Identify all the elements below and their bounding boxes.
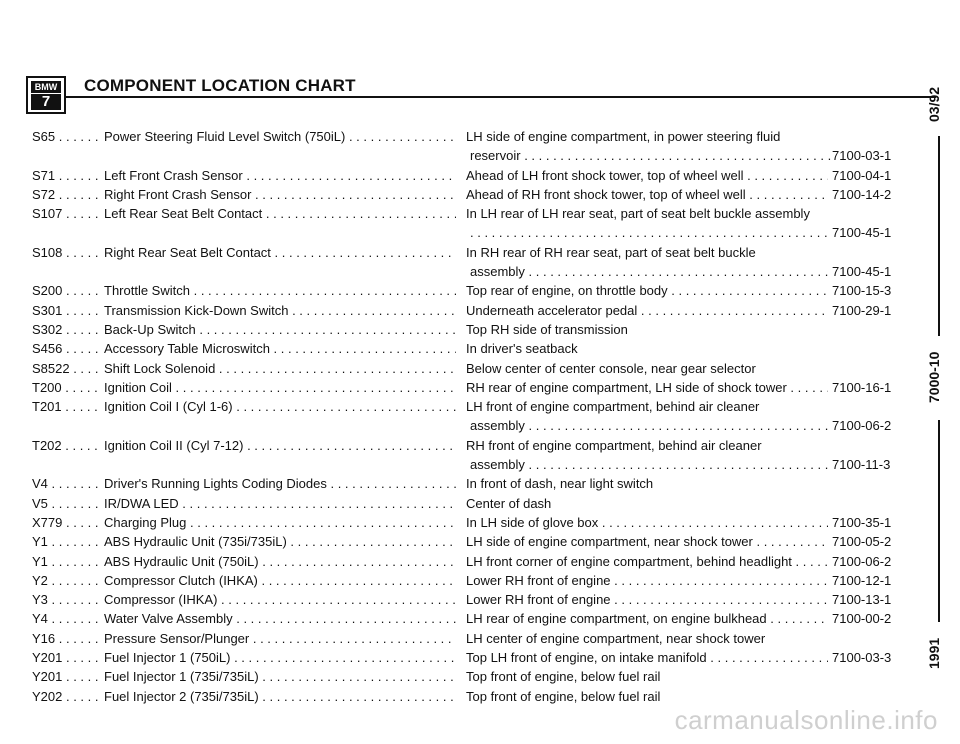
component-location: RH rear of engine compartment, LH side of shock tower . . . xyxy=(466,378,828,397)
page-title: COMPONENT LOCATION CHART xyxy=(84,76,356,95)
component-code: S108 . . . xyxy=(32,243,100,262)
table-row xyxy=(32,185,912,204)
component-location: LH front of engine compartment, behind air cleaner xyxy=(466,399,760,415)
component-code: T200 . . . xyxy=(32,378,100,397)
table-row xyxy=(32,243,912,262)
component-location: Underneath accelerator pedal . . . xyxy=(466,301,828,320)
reference-number: 7100-12-1 xyxy=(832,572,892,588)
table-row xyxy=(32,127,912,146)
component-location: In RH rear of RH rear seat, part of seat belt buckle xyxy=(466,244,756,260)
component-name: Accessory Table Microswitch . . . xyxy=(104,339,456,358)
component-code: Y201 . . . xyxy=(32,667,100,686)
component-name: Driver's Running Lights Coding Diodes . . . xyxy=(104,474,456,493)
component-location: RH front of engine compartment, behind air cleaner xyxy=(466,437,762,453)
reference-number: 7100-16-1 xyxy=(832,379,892,395)
component-name: Transmission Kick-Down Switch . . . xyxy=(104,301,456,320)
table-row xyxy=(32,378,912,397)
side-section: 7000-10 xyxy=(926,351,942,403)
component-code: S72 . . . xyxy=(32,185,100,204)
side-year: 1991 xyxy=(926,637,942,669)
component-name: Fuel Injector 1 (750iL) . . . xyxy=(104,648,456,667)
logo-series: 7 xyxy=(31,94,61,110)
component-name: Right Rear Seat Belt Contact . . . xyxy=(104,243,456,262)
component-name: Left Rear Seat Belt Contact . . . xyxy=(104,204,456,223)
watermark: carmanualsonline.info xyxy=(674,705,938,735)
reference-number: 7100-04-1 xyxy=(832,167,892,183)
component-location: Top front of engine, below fuel rail xyxy=(466,688,661,704)
component-name: Shift Lock Solenoid . . . xyxy=(104,359,456,378)
component-location: In front of dash, near light switch xyxy=(466,476,654,492)
component-location: LH side of engine compartment, near shock tower . . . xyxy=(466,532,828,551)
table-row xyxy=(32,262,912,281)
table-row xyxy=(32,281,912,300)
chart-header xyxy=(26,76,916,110)
component-location: Top LH front of engine, on intake manifold . . . xyxy=(466,648,828,667)
table-row xyxy=(32,223,912,242)
table-row xyxy=(32,204,912,223)
component-code: Y2 . . . xyxy=(32,571,100,590)
component-location: LH front corner of engine compartment, behind headlight . . . xyxy=(466,552,828,571)
bmw-7-logo-icon xyxy=(26,76,66,114)
component-code: V5 . . . xyxy=(32,494,100,513)
component-code: Y4 . . . xyxy=(32,609,100,628)
component-location: Ahead of RH front shock tower, top of wheel well . . . xyxy=(466,185,828,204)
table-row xyxy=(32,320,912,339)
side-date: 03/92 xyxy=(926,86,942,122)
component-name: Right Front Crash Sensor . . . xyxy=(104,185,456,204)
logo-brand: BMW xyxy=(31,81,61,93)
reference-number: 7100-13-1 xyxy=(832,592,892,608)
reference-number: 7100-03-3 xyxy=(832,650,892,666)
component-name: Ignition Coil I (Cyl 1-6) . . . xyxy=(104,397,456,416)
side-margin xyxy=(926,80,952,690)
component-code: S200 . . . xyxy=(32,281,100,300)
component-name: Charging Plug . . . xyxy=(104,513,456,532)
component-name: Power Steering Fluid Level Switch (750iL) . . . xyxy=(104,127,456,146)
component-code: S71 . . . xyxy=(32,166,100,185)
table-row xyxy=(32,513,912,532)
table-row xyxy=(32,552,912,571)
component-code: T201 . . . xyxy=(32,397,100,416)
component-location: assembly . . . xyxy=(470,416,832,435)
component-name: Throttle Switch . . . xyxy=(104,281,456,300)
component-code: S8522 . . . xyxy=(32,359,100,378)
table-row xyxy=(32,629,912,648)
reference-number: 7100-45-1 xyxy=(832,264,892,280)
component-code: Y16 . . . xyxy=(32,629,100,648)
component-code: Y1 . . . xyxy=(32,552,100,571)
component-location: Below center of center console, near gear selector xyxy=(466,360,756,376)
component-name: ABS Hydraulic Unit (750iL) . . . xyxy=(104,552,456,571)
component-code: S302 . . . xyxy=(32,320,100,339)
component-location: LH rear of engine compartment, on engine bulkhead . . . xyxy=(466,609,828,628)
table-row xyxy=(32,455,912,474)
component-code: S301 . . . xyxy=(32,301,100,320)
side-rule-2 xyxy=(938,420,940,622)
component-code: T202 . . . xyxy=(32,436,100,455)
component-location: assembly . . . xyxy=(470,262,832,281)
component-location: Top rear of engine, on throttle body . . . xyxy=(466,281,828,300)
component-location: Top RH side of transmission xyxy=(466,321,628,337)
component-code: Y3 . . . xyxy=(32,590,100,609)
component-location xyxy=(470,223,832,242)
reference-number: 7100-45-1 xyxy=(832,225,892,241)
side-rule-1 xyxy=(938,136,940,336)
table-row xyxy=(32,301,912,320)
component-location: In driver's seatback xyxy=(466,341,578,357)
component-table xyxy=(32,127,912,706)
table-row xyxy=(32,166,912,185)
component-location: Ahead of LH front shock tower, top of wheel well . . . xyxy=(466,166,828,185)
component-location: In LH rear of LH rear seat, part of seat belt buckle assembly xyxy=(466,206,810,222)
component-name: Ignition Coil II (Cyl 7-12) . . . xyxy=(104,436,456,455)
component-name: Ignition Coil . . . xyxy=(104,378,456,397)
component-location: In LH side of glove box . . . xyxy=(466,513,828,532)
component-name: IR/DWA LED . . . xyxy=(104,494,456,513)
table-row xyxy=(32,590,912,609)
reference-number: 7100-05-2 xyxy=(832,534,892,550)
component-code: S107 . . . xyxy=(32,204,100,223)
component-name: Compressor (IHKA) . . . xyxy=(104,590,456,609)
component-location: assembly . . . xyxy=(470,455,832,474)
component-code: Y202 . . . xyxy=(32,687,100,706)
header-rule xyxy=(66,96,936,98)
component-location: LH side of engine compartment, in power steering fluid xyxy=(466,129,781,144)
component-code: X779 . . . xyxy=(32,513,100,532)
component-location: Lower RH front of engine . . . xyxy=(466,590,828,609)
component-name: Pressure Sensor/Plunger . . . xyxy=(104,629,456,648)
component-name: Compressor Clutch (IHKA) . . . xyxy=(104,571,456,590)
table-row xyxy=(32,532,912,551)
component-location: Top front of engine, below fuel rail xyxy=(466,669,661,685)
table-row xyxy=(32,687,912,706)
table-row xyxy=(32,436,912,455)
table-row xyxy=(32,359,912,378)
component-location: Lower RH front of engine . . . xyxy=(466,571,828,590)
table-row xyxy=(32,339,912,358)
table-row xyxy=(32,494,912,513)
table-row xyxy=(32,397,912,416)
component-location: reservoir . . . xyxy=(470,146,832,165)
table-row xyxy=(32,474,912,493)
component-name: Water Valve Assembly . . . xyxy=(104,609,456,628)
reference-number: 7100-06-2 xyxy=(832,553,892,569)
table-row xyxy=(32,571,912,590)
reference-number: 7100-35-1 xyxy=(832,514,892,530)
reference-number: 7100-14-2 xyxy=(832,186,892,202)
component-code: Y201 . . . xyxy=(32,648,100,667)
component-code: S456 . . . xyxy=(32,339,100,358)
reference-number: 7100-29-1 xyxy=(832,302,892,318)
component-location: LH center of engine compartment, near shock tower xyxy=(466,630,766,646)
reference-number: 7100-06-2 xyxy=(832,418,892,434)
reference-number: 7100-15-3 xyxy=(832,283,892,299)
table-row xyxy=(32,648,912,667)
component-code: S65 . . . xyxy=(32,127,100,146)
component-name: ABS Hydraulic Unit (735i/735iL) . . . xyxy=(104,532,456,551)
component-name: Left Front Crash Sensor . . . xyxy=(104,166,456,185)
component-name: Back-Up Switch . . . xyxy=(104,320,456,339)
component-code: V4 . . . xyxy=(32,474,100,493)
component-code: Y1 . . . xyxy=(32,532,100,551)
table-row xyxy=(32,667,912,686)
reference-number: 7100-03-1 xyxy=(832,148,892,164)
table-row xyxy=(32,146,912,165)
component-name: Fuel Injector 1 (735i/735iL) . . . xyxy=(104,667,456,686)
reference-number: 7100-00-2 xyxy=(832,611,892,627)
reference-number: 7100-11-3 xyxy=(832,457,891,473)
table-row xyxy=(32,416,912,435)
component-name: Fuel Injector 2 (735i/735iL) . . . xyxy=(104,687,456,706)
component-location: Center of dash xyxy=(466,495,552,511)
table-row xyxy=(32,609,912,628)
